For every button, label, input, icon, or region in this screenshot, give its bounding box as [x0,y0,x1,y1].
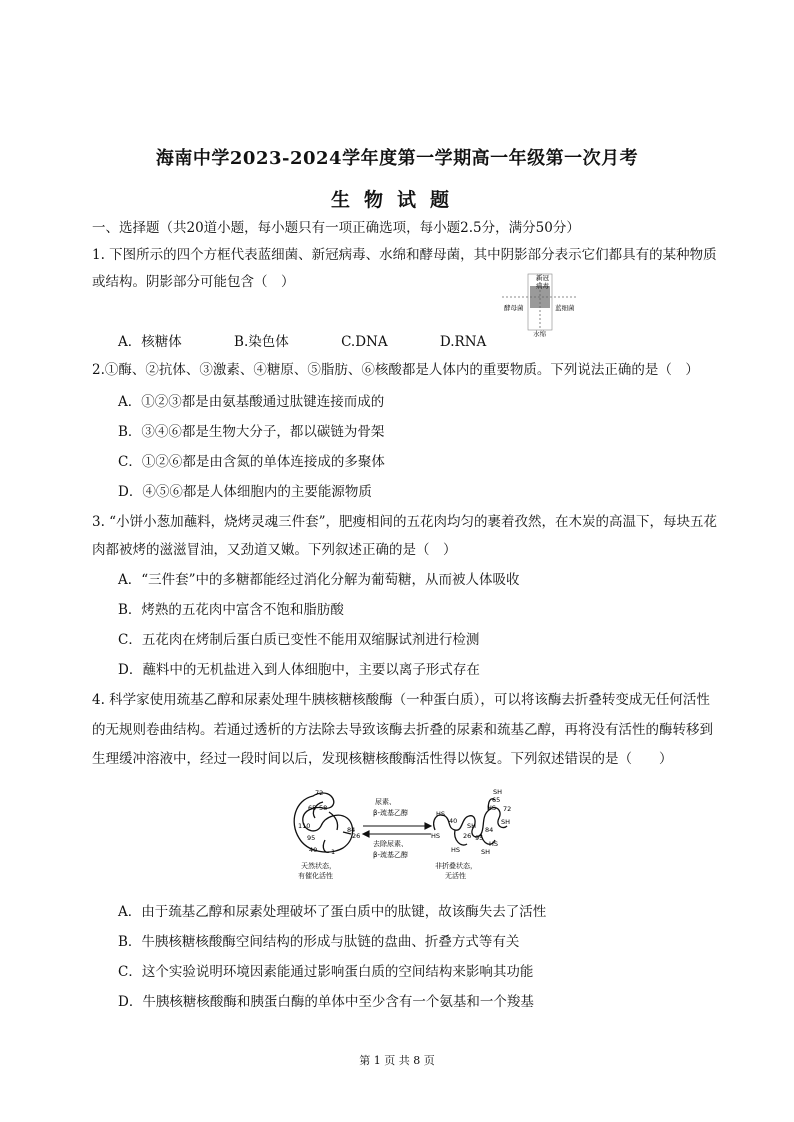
q4-option-c: C．这个实验说明环境因素能通过影响蛋白质的空间结构来影响其功能 [118,964,534,980]
q1-stem-line2: 或结构。阴影部分可能包含（ ） [92,274,295,290]
q2-stem: 2.①酶、②抗体、③激素、④糖原、⑤脂肪、⑥核酸都是人体内的重要物质。下列说法正确的是（ ） [92,362,699,378]
svg-text:72: 72 [315,789,324,797]
q1-fig-label-top1: 新冠 [536,274,549,282]
svg-text:40: 40 [449,817,458,825]
q3-stem-line2: 肉都被烤的滋滋冒油，又劲道又嫩。下列叙述正确的是（ ） [92,542,457,558]
svg-text:65: 65 [492,796,501,804]
unfolded-caption-2: 无活性 [445,872,466,880]
svg-text:26: 26 [352,832,361,840]
q2-option-b: B．③④⑥都是生物大分子，都以碳链为骨架 [118,424,385,440]
svg-text:SH: SH [493,788,503,796]
svg-text:SH: SH [501,818,511,826]
q3-stem-line1: 3. “小饼小葱加蘸料，烧烤灵魂三件套”，肥瘦相间的五花肉均匀的裹着孜然，在木炭的高温下，每块五花 [92,514,717,530]
q4-option-a: A．由于巯基乙醇和尿素处理破坏了蛋白质中的肽键，故该酶失去了活性 [118,904,547,920]
q4-protein-figure [285,782,525,884]
svg-text:HS: HS [489,840,499,848]
q4-stem-line3: 生理缓冲溶液中，经过一段时间以后，发现核糖核酸酶活性得以恢复。下列叙述错误的是（ ） [92,751,673,767]
q3-option-c: C．五花肉在烤制后蛋白质已变性不能用双缩脲试剂进行检测 [118,632,480,648]
svg-text:SH: SH [467,822,477,830]
q1-option-b: B.染色体 [234,334,289,350]
q1-stem-line1: 1. 下图所示的四个方框代表蓝细菌、新冠病毒、水绵和酵母菌，其中阴影部分表示它们都具有的某种物质 [92,247,717,263]
q1-venn-figure [500,270,580,342]
subject-title: 生物试题 [330,189,463,211]
q1-fig-label-bottom: 水绵 [533,330,546,338]
q4-option-b: B．牛胰核糖核酸酶空间结构的形成与肽链的盘曲、折叠方式等有关 [118,934,520,950]
svg-text:58: 58 [319,804,328,812]
svg-text:84: 84 [347,826,356,834]
q4-stem-line1: 4. 科学家使用巯基乙醇和尿素处理牛胰核糖核酸酶（一种蛋白质），可以将该酶去折叠转变成无任何活性 [92,692,710,708]
svg-text:84: 84 [485,826,494,834]
unfolded-residue-labels [431,788,511,856]
q1-options [118,333,534,351]
q1-fig-label-left: 酵母菌 [504,304,524,312]
q3-option-b: B．烤熟的五花肉中富含不饱和脂肪酸 [118,602,344,618]
q4-option-d: D．牛胰核糖核酸酶和胰蛋白酶的单体中至少含有一个氨基和一个羧基 [118,994,534,1010]
exam-title: 海南中学2023-2024学年度第一学期高一年级第一次月考 [155,148,639,169]
svg-text:95: 95 [307,834,316,842]
native-caption-1: 天然状态， [301,862,336,870]
svg-text:HS: HS [436,810,446,818]
q2-option-c: C．①②⑥都是由含氮的单体连接成的多聚体 [118,454,385,470]
svg-text:HS: HS [487,804,497,812]
q1-option-d: D.RNA [439,334,487,350]
q2-option-d: D．④⑤⑥都是人体细胞内的主要能源物质 [118,484,372,500]
q1-option-c: C.DNA [341,334,388,350]
q1-fig-label-right: 蓝细菌 [555,304,575,312]
svg-text:HS: HS [431,832,441,840]
page-number: 第 1 页 共 8 页 [359,1054,435,1067]
native-caption-2: 有催化活性 [298,872,333,880]
q1-fig-label-top2: 病毒 [536,282,549,290]
svg-text:95: 95 [475,834,484,842]
section-heading: 一、选择题（共20道小题，每小题只有一项正确选项，每小题2.5分，满分50分） [92,220,580,236]
svg-text:72: 72 [503,805,512,813]
svg-text:1: 1 [331,848,336,856]
q4-stem-line2: 的无规则卷曲结构。若通过透析的方法除去导致该酶去折叠的尿素和巯基乙醇，再将没有活性的酶转移到 [92,722,713,738]
svg-text:26: 26 [463,832,472,840]
svg-text:SH: SH [481,848,491,856]
q1-option-a: A．核糖体 [118,334,182,350]
reaction-arrows [363,823,431,837]
svg-text:65: 65 [308,804,317,812]
q3-option-a: A．“三件套”中的多糖都能经过消化分解为葡萄糖，从而被人体吸收 [118,572,520,588]
svg-text:HS: HS [451,846,461,854]
arrow-label-top-1: 尿素、 [375,798,396,806]
arrow-label-bottom-1: 去除尿素、 [373,840,408,848]
unfolded-caption-1: 非折叠状态， [435,862,477,870]
arrow-label-bottom-2: β-巯基乙醇 [373,851,408,859]
q3-option-d: D．蘸料中的无机盐进入到人体细胞中，主要以离子形式存在 [118,662,480,678]
svg-text:110: 110 [298,822,311,830]
arrow-label-top-2: β-巯基乙醇 [373,809,408,817]
q2-option-a: A．①②③都是由氨基酸通过肽键连接而成的 [118,394,385,410]
svg-text:40: 40 [309,846,318,854]
